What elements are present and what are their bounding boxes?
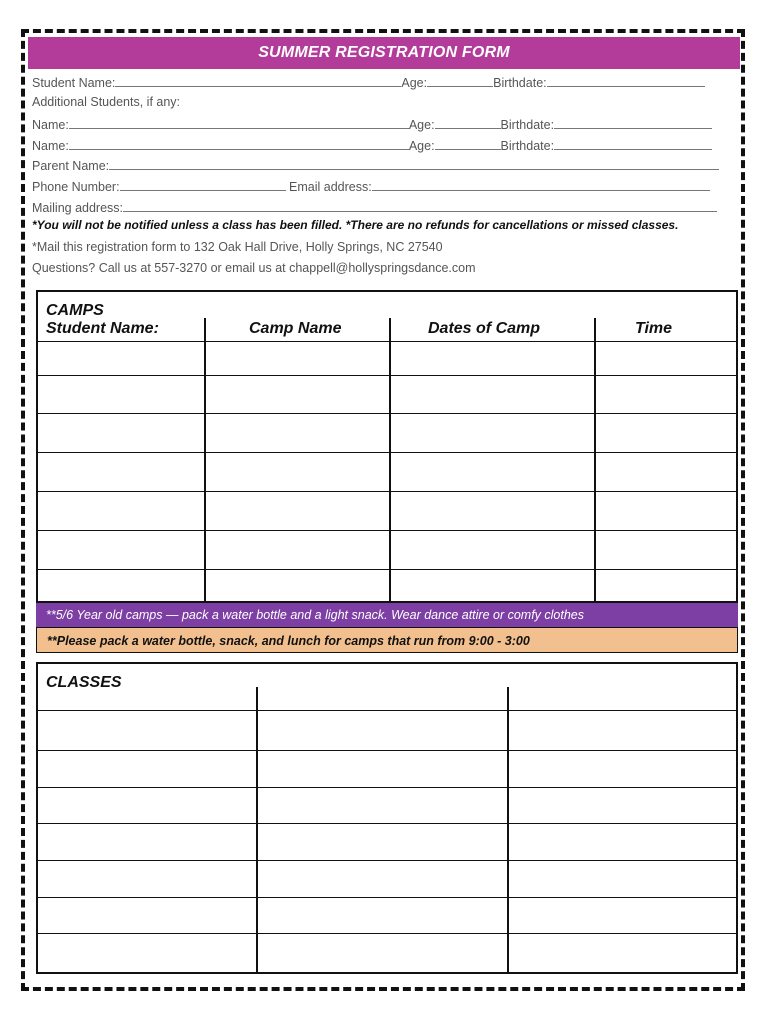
classes-cell[interactable] [259,751,506,786]
camps-cell-time[interactable] [597,531,736,568]
classes-cell[interactable] [510,711,736,749]
camps-header-time: Time [635,320,673,337]
contact-questions: Questions? Call us at 557-3270 or email us at chappell@hollyspringsdance.com [32,261,476,275]
camps-cell-student[interactable] [38,342,203,374]
camps-cell-student[interactable] [38,531,203,568]
student-birthdate-input[interactable] [547,74,705,87]
age-label: Age: [408,139,435,153]
classes-cell[interactable] [510,861,736,896]
contact-row [32,178,710,198]
student-name-input[interactable] [115,74,401,87]
camps-cell-student[interactable] [38,453,203,490]
student-birthdate-label: Birthdate: [493,76,547,90]
classes-cell[interactable] [259,934,506,972]
classes-cell[interactable] [510,751,736,786]
camps-cell-camp[interactable] [207,376,388,412]
camps-title: CAMPS [46,302,104,319]
birthdate-label: Birthdate: [500,139,555,153]
birthdate-input-1[interactable] [554,116,712,129]
camps-cell-student[interactable] [38,492,203,529]
camps-cell-dates[interactable] [392,342,593,374]
parent-name-input[interactable] [109,157,719,170]
student-name-row [32,74,705,94]
camps-cell-student[interactable] [38,376,203,412]
additional-student-row-1 [32,116,712,136]
camps-cell-dates[interactable] [392,453,593,490]
camps-cell-dates[interactable] [392,414,593,451]
classes-cell[interactable] [38,898,255,932]
parent-name-label: Parent Name: [32,159,110,173]
classes-cell[interactable] [510,898,736,932]
camps-cell-camp[interactable] [207,414,388,451]
classes-cell[interactable] [38,861,255,896]
name-label: Name: [32,139,69,153]
classes-cell[interactable] [259,711,506,749]
camps-column-divider [204,318,206,603]
camps-cell-time[interactable] [597,414,736,451]
name-input-1[interactable] [69,116,409,129]
mailing-address-label: Mailing address: [32,201,124,215]
name-label: Name: [32,118,69,132]
age-label: Age: [408,118,435,132]
classes-cell[interactable] [38,711,255,749]
classes-cell[interactable] [510,788,736,822]
camps-header-camp-name: Camp Name [249,320,342,337]
classes-cell[interactable] [38,934,255,972]
camps-header-dates: Dates of Camp [428,320,541,337]
camps-cell-student[interactable] [38,570,203,602]
classes-column-divider [507,687,509,972]
birthdate-label: Birthdate: [500,118,555,132]
classes-cell[interactable] [259,824,506,859]
age-input-1[interactable] [435,116,501,129]
student-age-input[interactable] [427,74,493,87]
young-camps-note: **5/6 Year old camps — pack a water bottle and a light snack. Wear dance attire or comfy clothes [36,603,738,627]
camps-cell-camp[interactable] [207,492,388,529]
form-title: SUMMER REGISTRATION FORM [28,37,740,69]
notification-notice: *You will not be notified unless a class has been filled. *There are no refunds for cancellations or missed classes. [32,218,679,232]
mail-instructions: *Mail this registration form to 132 Oak Hall Drive, Holly Springs, NC 27540 [32,240,443,254]
camps-cell-dates[interactable] [392,492,593,529]
camps-cell-camp[interactable] [207,342,388,374]
camps-cell-time[interactable] [597,376,736,412]
classes-cell[interactable] [510,824,736,859]
full-day-camps-note: **Please pack a water bottle, snack, and lunch for camps that run from 9:00 - 3:00 [36,627,738,653]
camps-cell-camp[interactable] [207,453,388,490]
phone-input[interactable] [120,178,286,191]
classes-cell[interactable] [259,788,506,822]
classes-cell[interactable] [38,788,255,822]
mailing-address-row [32,199,717,219]
additional-student-row-2 [32,137,712,157]
email-input[interactable] [372,178,710,191]
classes-cell[interactable] [510,934,736,972]
parent-name-row [32,157,719,177]
birthdate-input-2[interactable] [554,137,712,150]
student-name-label: Student Name: [32,76,116,90]
classes-cell[interactable] [38,824,255,859]
camps-cell-time[interactable] [597,492,736,529]
camps-cell-student[interactable] [38,414,203,451]
camps-cell-time[interactable] [597,570,736,602]
camps-cell-camp[interactable] [207,531,388,568]
name-input-2[interactable] [69,137,409,150]
camps-cell-dates[interactable] [392,531,593,568]
age-input-2[interactable] [435,137,501,150]
camps-cell-camp[interactable] [207,570,388,602]
camps-header-student-name: Student Name: [46,320,159,337]
camps-column-divider [389,318,391,603]
camps-cell-time[interactable] [597,342,736,374]
camps-column-divider [594,318,596,603]
classes-column-divider [256,687,258,972]
classes-cell[interactable] [259,898,506,932]
phone-label: Phone Number: [32,180,120,194]
mailing-address-input[interactable] [123,199,717,212]
classes-title: CLASSES [46,674,122,691]
additional-students-label: Additional Students, if any: [32,95,181,109]
student-age-label: Age: [401,76,428,90]
camps-cell-dates[interactable] [392,570,593,602]
classes-cell[interactable] [38,751,255,786]
classes-cell[interactable] [259,861,506,896]
camps-cell-time[interactable] [597,453,736,490]
camps-cell-dates[interactable] [392,376,593,412]
email-label: Email address: [289,180,372,194]
